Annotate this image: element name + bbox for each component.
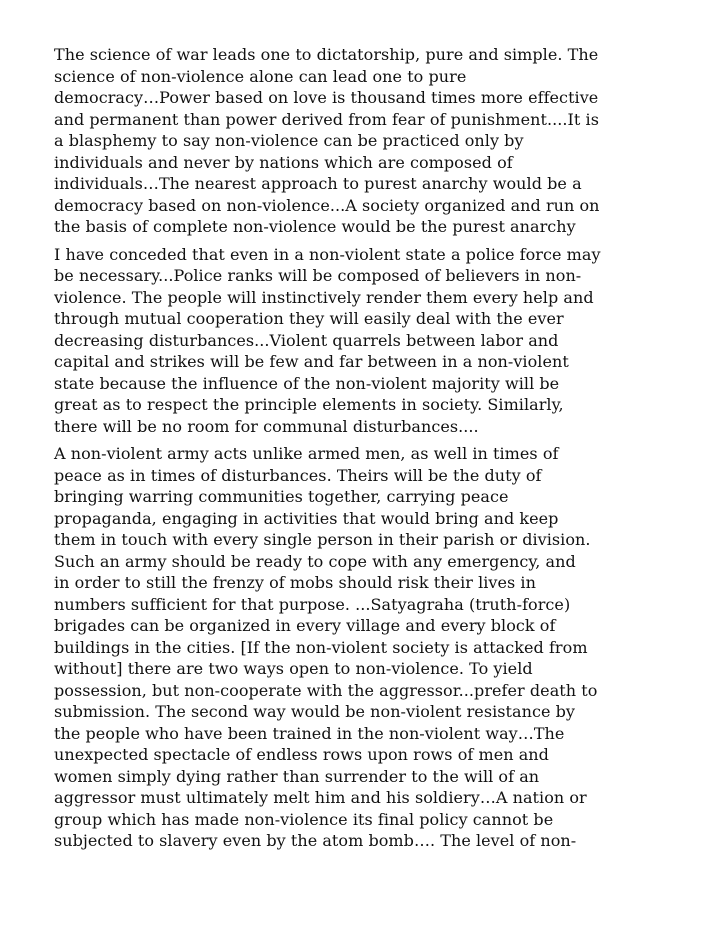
text-line: through mutual cooperation they will easily deal with the ever	[54, 309, 564, 328]
text-line: submission. The second way would be non-violent resistance by	[54, 702, 575, 721]
text-line: science of non-violence alone can lead one to pure	[54, 66, 467, 86]
text-line: capital and strikes will be few and far between in a non-violent	[54, 352, 569, 371]
text-line: in order to still the frenzy of mobs should risk their lives in	[54, 573, 536, 592]
text-line: without] there are two ways open to non-violence. To yield	[54, 659, 533, 678]
text-line: unexpected spectacle of endless rows upon rows of men and	[54, 745, 549, 764]
text-line: A non-violent army acts unlike armed men, as well in times of	[54, 444, 559, 463]
text-line: numbers sufficient for that purpose. ...Satyagraha (truth-force)	[54, 594, 571, 614]
text-line: brigades can be organized in every village and every block of	[54, 616, 556, 635]
text-line: propaganda, engaging in activities that would bring and keep	[54, 508, 559, 528]
text-line: be necessary...Police ranks will be composed of believers in non-	[54, 266, 582, 285]
paragraph-police-force	[54, 244, 678, 438]
text-line: decreasing disturbances...Violent quarrels between labor and	[54, 330, 559, 350]
text-line: bringing warring communities together, carrying peace	[54, 487, 509, 506]
text-line: buildings in the cities. [If the non-violent society is attacked from	[54, 637, 588, 657]
text-line: the basis of complete non-violence would be the purest anarchy	[54, 217, 576, 236]
text-line: state because the influence of the non-violent majority will be	[54, 373, 560, 393]
text-line: them in touch with every single person in their parish or division.	[54, 530, 591, 549]
text-line: group which has made non-violence its final policy cannot be	[54, 809, 554, 829]
paragraph-war-and-democracy	[54, 44, 678, 238]
text-line: individuals and never by nations which are composed of	[54, 152, 513, 172]
text-line: the people who have been trained in the non-violent way…The	[54, 723, 565, 743]
paragraph-non-violent-army	[54, 443, 678, 852]
text-line: The science of war leads one to dictatorship, pure and simple. The	[54, 45, 599, 64]
text-line: and permanent than power derived from fear of punishment....It is	[54, 109, 599, 129]
text-line: violence. The people will instinctively render them every help and	[54, 287, 594, 307]
text-line: a blasphemy to say non-violence can be practiced only by	[54, 131, 524, 150]
text-line: possession, but non-cooperate with the aggressor...prefer death to	[54, 680, 598, 700]
text-line: there will be no room for communal disturbances....	[54, 416, 479, 436]
text-line: women simply dying rather than surrender to the will of an	[54, 766, 540, 786]
text-line: democracy…Power based on love is thousand times more effective	[54, 88, 599, 107]
text-line: democracy based on non-violence...A society organized and run on	[54, 195, 600, 215]
text-line: subjected to slavery even by the atom bomb…. The level of non-	[54, 831, 577, 850]
text-line: aggressor must ultimately melt him and his soldiery…A nation or	[54, 788, 587, 807]
document-body	[54, 44, 678, 852]
text-line: I have conceded that even in a non-violent state a police force may	[54, 244, 601, 264]
text-line: Such an army should be ready to cope with any emergency, and	[54, 551, 576, 571]
text-line: great as to respect the principle elements in society. Similarly,	[54, 395, 564, 414]
text-line: individuals…The nearest approach to purest anarchy would be a	[54, 174, 582, 193]
text-line: peace as in times of disturbances. Theirs will be the duty of	[54, 465, 542, 485]
